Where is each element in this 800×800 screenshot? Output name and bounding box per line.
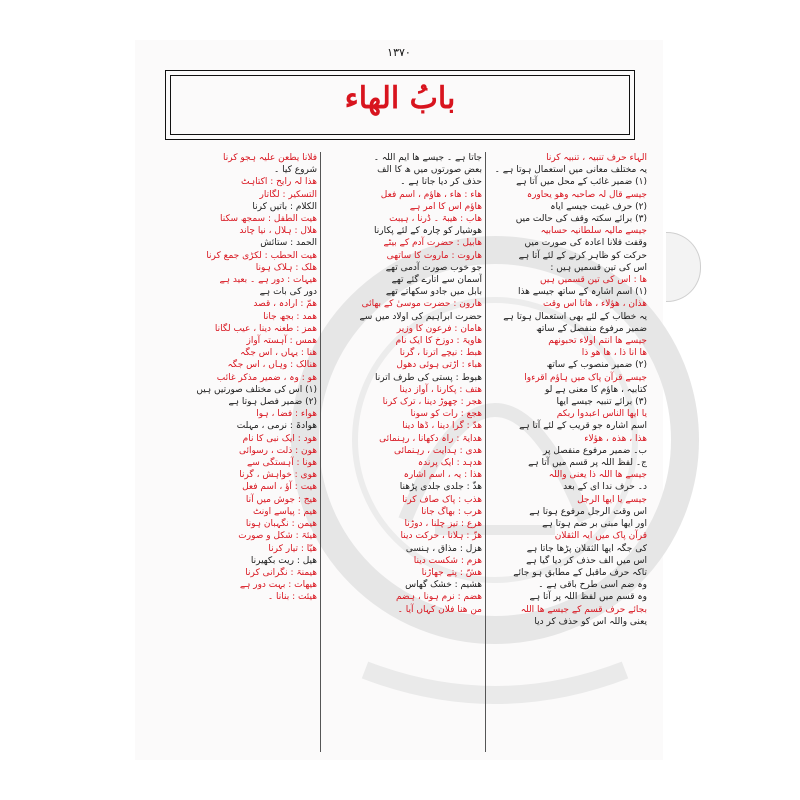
entry-line: ھذا ، ھذہ ، ھؤلاء [584, 433, 647, 444]
entry-line: اس میں الف حذف کر دیا گیا ہے [526, 555, 647, 566]
entry-line: ھنا : یہاں ، اس جگہ [240, 348, 317, 359]
entry-line: ھشّ : پتے جھاڑنا [421, 567, 482, 578]
entry-line: الکلام : باتیں کرنا [252, 201, 317, 212]
entry-line: (۲) ضمیر منصوب کے ساتھ [546, 360, 647, 371]
entry-line: آسمان سے اتارے گئے تھے [391, 275, 482, 286]
entry-line: ب۔ ضمیر مرفوع منفصل پر [542, 445, 647, 456]
entry-line: ھذب : پاک صاف کرنا [402, 494, 482, 505]
entry-line: الحمد : ستائش [260, 238, 317, 249]
entry-line: وقفت فلانا اعادہ کی صورت میں [524, 238, 647, 249]
entry-line: ھیئت : بنانا ۔ [267, 592, 317, 603]
entry-line: حذف کر دیا جاتا ہے ۔ [400, 177, 482, 188]
entry-line: بابل میں جادو سکھاتے تھے [385, 287, 482, 298]
entry-line: ھاء : ھاء ، ھاؤم ، اسم فعل [380, 189, 482, 200]
entry-line: جیسے قرآن پاک میں ہاؤم اقرءوا [524, 372, 647, 383]
entry-line: (۱) اسم اشارہ کے ساتھ جیسے ھذا [517, 287, 647, 298]
entry-line: جیسے ھا انتم اولاء تحبونھم [548, 336, 647, 347]
entry-line: ھجع : رات کو سونا [410, 409, 482, 420]
column-divider [320, 152, 321, 752]
entry-line: ھاروت : ماروت کا ساتھی [386, 250, 482, 261]
entry-line: کتابیہ ، ھاؤم کا معنی ہے لو [544, 384, 647, 395]
entry-line: ھونا : آہستگی سے [246, 458, 317, 469]
entry-line: ھذّ : جلدی جلدی پڑھنا [399, 482, 482, 493]
entry-line: ھرع : تیز چلنا ، دوڑنا [404, 519, 482, 530]
entry-line: ھمّ : ارادہ ، قصد [253, 299, 317, 310]
entry-line: ھوادۃ : نرمی ، مہلت [236, 421, 317, 432]
entry-line: ھارون : حضرت موسیٰ کے بھائی [361, 299, 482, 310]
binding-hole [666, 232, 701, 302]
entry-line: ھمد : بجھ جانا [263, 311, 317, 322]
entry-line: بعض صورتوں میں ھ کا الف [377, 165, 482, 176]
entry-line: ھامان : فرعون کا وزیر [396, 323, 482, 334]
entry-line: ھلک : ہلاک ہونا [255, 262, 317, 273]
entry-line: جیسے مالیہ سلطانیہ حسابیہ [540, 226, 647, 237]
entry-line: ھیّا : تیار کرنا [268, 543, 317, 554]
column-left [153, 152, 317, 752]
entry-line: ھتف : پکارنا ، آواز دینا [399, 384, 482, 395]
dictionary-page [135, 40, 663, 760]
entry-line: اس وقت الرجل مرفوع ہوتا ہے [529, 506, 647, 517]
entry-line: ھیم : پیاسے اونٹ [252, 506, 317, 517]
entry-line: ھیل : ریت بکھیرنا [250, 555, 317, 566]
entry-line: ھیہات : دور ہے ۔ بعید ہے [219, 275, 317, 286]
entry-line: وہ قسم میں لفظ اللہ پر آتا ہے [529, 592, 647, 603]
entry-line: اسم اشارہ جو قریب کے لئے آتا ہے [519, 421, 647, 432]
entry-line: کی جگہ ایھا الثقلان پڑھا جاتا ہے [526, 543, 647, 554]
column-divider [485, 152, 486, 752]
entry-line: حرکت کو ظاہر کرنے کے لئے آتا ہے [518, 250, 647, 261]
entry-line: ھمس : آہستہ آواز [246, 336, 317, 347]
entry-line: ھزم : شکست دینا [413, 555, 482, 566]
entry-line: من ھنا فلان کہاں آیا ۔ [397, 604, 482, 615]
entry-line: ھا انا ذا ، ھا ھو ذا [581, 348, 647, 359]
entry-line: ھذا : یہ ، اسم اشارہ [403, 470, 482, 481]
entry-line: جو خوب صورت آدمی تھے [385, 262, 482, 273]
column-right [488, 152, 647, 752]
entry-line: جیسے یا ایھا الرجل [577, 494, 647, 505]
entry-line: ج۔ لفظ اللہ پر قسم میں آتا ہے [528, 458, 647, 469]
entry-line: ھبوط : پستی کی طرف اترنا [375, 372, 482, 383]
entry-line: ھیمنۃ : نگرانی کرنا [245, 567, 317, 578]
column-middle [323, 152, 482, 752]
chapter-title: بابُ الهاء [344, 81, 456, 116]
entry-line: ھون : ذلت ، رسوائی [238, 445, 317, 456]
entry-line: ھذان ، ھؤلاء ، ھاتا اس وقت [542, 299, 647, 310]
entry-line: ھنالک : وہاں ، اس جگہ [227, 360, 317, 371]
entry-line: یہ مختلف معانی میں استعمال ہوتا ہے ۔ [494, 165, 647, 176]
entry-line: ھیج : جوش میں آنا [245, 494, 317, 505]
entry-line: ھذا لہ رایح : اکتاہٹ [241, 177, 317, 188]
chapter-title-frame [165, 70, 635, 140]
entry-line: ھدایۃ : راہ دکھانا ، رہنمائی [379, 433, 482, 444]
entry-line: ھوی : خواہش ، گرنا [239, 470, 317, 481]
entry-line: (۱) ضمیر غائب کے محل میں آتا ہے [516, 177, 647, 188]
entry-line: ھشیم : خشک گھاس [405, 580, 482, 591]
entry-line: ھا : اس کی تین قسمیں ہیں [540, 275, 647, 286]
entry-line: (۲) ضمیر فصل ہوتا ہے [228, 397, 317, 408]
entry-line: (۱) اس کی مختلف صورتیں ہیں [196, 384, 317, 395]
entry-line: تاکہ حرف ماقبل کے مطابق ہو جائے [513, 567, 647, 578]
entry-line: فلانا یطعن علیہ ہجو کرنا [222, 153, 317, 163]
entry-line: جیسے ھا اللہ ذا یعنی واللہ [548, 470, 647, 481]
entry-columns [153, 152, 647, 752]
entry-line: یعنی واللہ اس کو حذف کر دیا [534, 616, 647, 627]
entry-line: ھیمن : نگہبان ہونا [245, 519, 317, 530]
entry-line: ھیھات : بہت دور ہے [239, 580, 317, 591]
entry-line: ھابیل : حضرت آدم کے بیٹے [383, 238, 482, 249]
entry-line: ھاب : ھیبۃ ۔ ڈرنا ، ہیبت [389, 214, 482, 225]
entry-line: ھاؤم اس کا امر ہے [409, 201, 482, 212]
entry-line: ھزّ : ہلانا ، حرکت دینا [400, 531, 482, 542]
entry-line: ھیت الطفل : سمجھ سکنا [220, 214, 317, 225]
entry-line: ھوشیار کو چارہ کے لئے پکارنا [373, 226, 482, 237]
entry-line: حضرت ابراہیم کی اولاد میں سے [359, 311, 482, 322]
entry-line: ھلال : ہلال ، نیا چاند [239, 226, 317, 237]
entry-line: ھاویۃ : دوزخ کا ایک نام [395, 336, 482, 347]
entry-line: الہاء حرف تنبیہ ، تنبیہ کرنا [546, 153, 647, 163]
entry-line: بجائے حرف قسم کے جیسے ھا اللہ [520, 604, 647, 615]
entry-line: جیسے قال لہ صاحبہ وھو یحاورہ [526, 189, 647, 200]
entry-line: ھیت : آؤ ، اسم فعل [242, 482, 317, 493]
entry-line: ھرب : بھاگ جانا [421, 506, 482, 517]
entry-line: ھیئۃ : شکل و صورت [238, 531, 317, 542]
entry-line: (۲) حرف غیبت جیسے ایاہ [550, 201, 647, 212]
entry-line: ضمیر مرفوع منفصل کے ساتھ [536, 323, 647, 334]
entry-line: ھواء : فضا ، ہوا [256, 409, 317, 420]
entry-line: ھمز : طعنہ دینا ، عیب لگانا [214, 323, 317, 334]
entry-line: یہ خطاب کے لئے بھی استعمال ہوتا ہے [503, 311, 647, 322]
entry-line: یا ایھا الناس اعبدوا ربکم [556, 409, 647, 420]
entry-line: دور کی بات ہے [259, 287, 317, 298]
entry-line: د۔ حرف ندا ای کے بعد [563, 482, 647, 493]
entry-line: ھیت الحطب : لکڑی جمع کرنا [206, 250, 317, 261]
entry-line: ھدہد : ایک پرندہ [417, 458, 482, 469]
entry-line: ھدّ : گرا دینا ، ڈھا دینا [402, 421, 482, 432]
entry-line: ھو : وہ ، ضمیر مذکر غائب [216, 372, 317, 383]
entry-line: ھجر : چھوڑ دینا ، ترک کرنا [382, 397, 482, 408]
entry-line: ھبط : نیچے اترنا ، گرنا [399, 348, 482, 359]
entry-line: جاتا ہے ۔ جیسے ھا ایم اللہ ۔ [373, 153, 482, 163]
entry-line: ھزل : مذاق ، ہنسی [405, 543, 482, 554]
entry-line: ھضم : نرم ہونا ، ہضم [395, 592, 482, 603]
entry-line: ھود : ایک نبی کا نام [242, 433, 317, 444]
entry-line: اس کی تین قسمیں ہیں : [550, 262, 647, 273]
entry-line: اور ایھا مبنی بر ضم ہوتا ہے [542, 519, 647, 530]
entry-line: ھباء : اڑتی ہوئی دھول [396, 360, 482, 371]
entry-line: (۳) برائے سکتہ وقف کی حالت میں [515, 214, 647, 225]
entry-line: شروع کیا ۔ [274, 165, 317, 176]
entry-line: (۳) برائے تنبیہ جیسے ایھا [556, 397, 647, 408]
entry-line: قرآن پاک میں ایہ الثقلان [554, 531, 647, 542]
entry-line: وہ ضم اسی طرح باقی ہے ۔ [538, 580, 647, 591]
entry-line: التسکیر : لگاتار [259, 189, 317, 200]
entry-line: ھدی : ہدایت ، رہنمائی [393, 445, 482, 456]
page-number: ۱۳۷۰ [387, 46, 411, 59]
